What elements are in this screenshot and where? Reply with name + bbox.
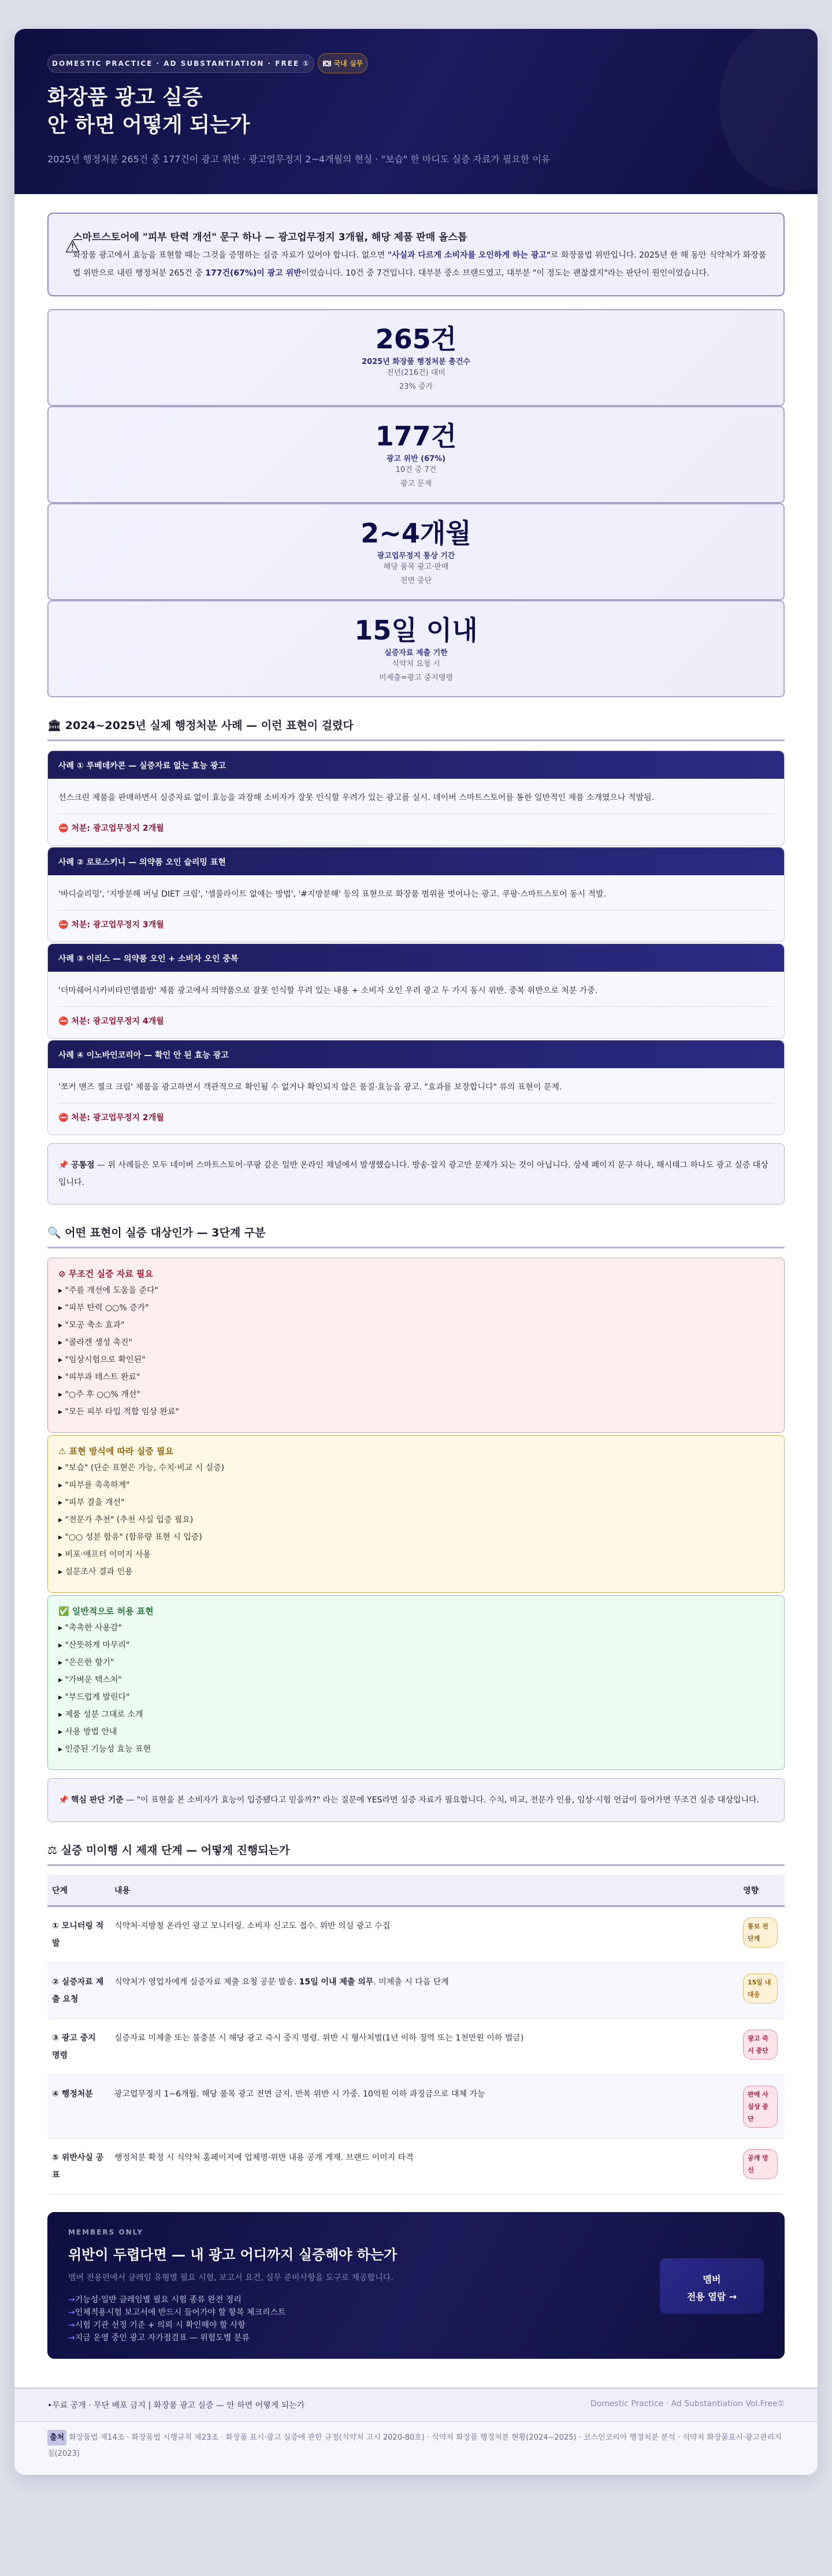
case-penalty: ⛔ 처분: 광고업무정지 2개월 (58, 1103, 774, 1123)
stat-value: 177건 (375, 421, 457, 452)
pin-icon: 📌 (58, 1161, 69, 1170)
content-cell: 식약처가 영업자에게 실증자료 제출 요청 공문 발송. 15일 이내 제출 의무. 미제출 시 다음 단계 (110, 1963, 738, 2019)
decorative-circle (719, 29, 818, 191)
impact-badge: 공개 망신 (743, 2149, 778, 2179)
case-list (47, 750, 785, 1135)
sanctions-table (47, 1875, 785, 2195)
tier-item: ▸ "피부 탄력 ○○% 증가" (58, 1299, 774, 1317)
table-row (47, 2139, 785, 2195)
content-cell: 광고업무정지 1~6개월. 해당 품목 광고 전면 금지. 반복 위반 시 가중. 10억원 이하 과징금으로 대체 가능 (110, 2075, 738, 2139)
col-header-impact: 영향 (738, 1875, 785, 1906)
warning-title: 스마트스토어에 "피부 탄력 개선" 문구 하나 — 광고업무정지 3개월, 해당 제품 판매 올스톱 (73, 232, 467, 243)
case-card (47, 750, 785, 846)
page-title (47, 84, 785, 139)
stat-detail: 전년(216건) 대비 (387, 369, 445, 377)
tier-item: ▸ "피부를 촉촉하게" (58, 1477, 774, 1494)
tier-item: ▸ 비포·애프터 이미지 사용 (58, 1546, 774, 1563)
arrow-icon: → (68, 2295, 75, 2304)
tier-mandatory (47, 1258, 785, 1433)
tier-item: ▸ 사용 방법 안내 (58, 1723, 774, 1741)
members-feature-item: →기능성·일반 클레임별 필요 시험 종류 완전 정리 (68, 2295, 242, 2304)
sources-label: 출처 (47, 2430, 66, 2445)
stat-card (47, 600, 785, 697)
tier-item: ▸ 인증된 기능성 효능 표현 (58, 1741, 774, 1758)
members-promo (47, 2212, 785, 2359)
stat-detail: 광고 문제 (400, 479, 432, 488)
table-row (47, 2075, 785, 2139)
warning-callout (47, 213, 785, 296)
case-description: 선스크린 제품을 판매하면서 실증자료 없이 효능을 과장해 소비자가 잘못 인식할 우려가 있는 광고를 실시. 네이버 스마트스토어를 통한 일반적인 제품 소개였으나 적발됨. (58, 793, 655, 802)
stats-list (47, 309, 785, 697)
tier-list (47, 1258, 785, 1770)
tier-title: ⊘ 무조건 실증 자료 필요 (58, 1269, 153, 1279)
case-card (47, 943, 785, 1039)
warning-text: 화장품 광고에서 효능을 표현할 때는 그것을 증명하는 실증 자료가 있어야 합니다. 없으면 "사실과 다르게 소비자를 오인하게 하는 광고"로 화장품법 위반입니다. 2025년 한 해 동안 식약처가 화장품법 위반으로 내린 행정처분 265건 중 177건(67%)이 광고 위반이었습니다. 10건 중 7건입니다. 대부분 중소 브랜드였고, 대부분 "이 정도는 괜찮겠지"라는 판단이 원인이었습니다. (73, 251, 767, 278)
stat-label: 실증자료 제출 기한 (384, 649, 448, 657)
tier-item: ▸ 설문조사 결과 인용 (58, 1563, 774, 1581)
stat-detail: 10건 중 7건 (395, 466, 437, 474)
stat-detail: 전면 중단 (400, 577, 432, 585)
tier-item: ▸ "피부과 테스트 완료" (58, 1369, 774, 1386)
building-icon: 🏛 (47, 719, 62, 732)
tier-item: ▸ "모든 피부 타입 적합 임상 완료" (58, 1403, 774, 1421)
col-header-step: 단계 (47, 1875, 110, 1906)
stat-detail: 미제출=광고 중지명령 (378, 674, 454, 682)
step-cell: ② 실증자료 제출 요청 (47, 1963, 110, 2019)
stat-card (47, 309, 785, 406)
warning-icon: ⚠ (65, 237, 80, 257)
tier-conditional (47, 1435, 785, 1593)
tier-item: ▸ "전문가 추천" (추천 사실 입증 필요) (58, 1511, 774, 1529)
footer-left: •무료 공개 · 무단 배포 금지 | 화장품 광고 실증 — 안 하면 어떻게 되는가 (47, 2401, 305, 2410)
case-penalty: ⛔ 처분: 광고업무정지 4개월 (58, 1006, 774, 1027)
stat-value: 2~4개월 (361, 518, 471, 549)
tier-item: ▸ "주름 개선에 도움을 준다" (58, 1282, 774, 1299)
sources-text: 화장품법 제14조 · 화장품법 시행규칙 제23조 · 화장품 표시·광고 실증에 관한 규정(식약처 고시 2020-80호) · 식약처 화장품 행정처분 현황(2024~2025) · 코스인코리아 행정처분 분석 · 식약처 화장품표시·광고관리지침(2023) (47, 2433, 782, 2458)
tier-item: ▸ "모공 축소 효과" (58, 1317, 774, 1334)
case-penalty: ⛔ 처분: 광고업무정지 2개월 (58, 813, 774, 834)
sanctions-heading: ⚖ 실증 미이행 시 제재 단계 — 어떻게 진행되는가 (47, 1822, 785, 1866)
impact-badge: 광고 즉시 중단 (743, 2029, 778, 2060)
step-cell: ⑤ 위반사실 공표 (47, 2139, 110, 2195)
tier-title: ⚠ 표현 방식에 따라 실증 필요 (58, 1446, 173, 1456)
table-row (47, 2019, 785, 2075)
tier-item: ▸ "부드럽게 발린다" (58, 1689, 774, 1706)
members-feature-item: →시험 기관 선정 기준 + 의뢰 시 확인해야 할 사항 (68, 2321, 246, 2330)
stat-detail: 해당 품목 광고·판매 (383, 563, 449, 571)
members-title: 위반이 두렵다면 — 내 광고 어디까지 실증해야 하는가 (68, 2247, 398, 2263)
case-description: '더마쉐어시카비타민앰플밤' 제품 광고에서 의약품으로 잘못 인식할 우려 있는 내용 + 소비자 오인 우려 광고 두 가지 동시 위반. 중복 위반으로 처분 가중. (58, 986, 598, 995)
tier-item: ▸ "촉촉한 사용감" (58, 1619, 774, 1637)
stat-card (47, 503, 785, 600)
domestic-badge: 🇰🇷 국내 실무 (318, 53, 367, 73)
impact-badge: 15일 내 대응 (743, 1973, 778, 2003)
step-cell: ④ 행정처분 (47, 2075, 110, 2139)
tier-item: ▸ "은은한 향기" (58, 1654, 774, 1671)
hero-header (14, 29, 818, 194)
members-description: 멤버 전용편에서 클레임 유형별 필요 시험, 보고서 요건, 실무 준비사항을 도구로 제공합니다. (68, 2273, 393, 2283)
content-cell: 실증자료 미제출 또는 불충분 시 해당 광고 즉시 중지 명령. 위반 시 형사처벌(1년 이하 징역 또는 1천만원 이하 벌금) (110, 2019, 738, 2075)
tier-item: ▸ 제품 성분 그대로 소개 (58, 1706, 774, 1723)
members-tag: MEMBERS ONLY (68, 2228, 144, 2236)
page-subtitle: 2025년 행정처분 265건 중 177건이 광고 위반 · 광고업무정지 2~4개월의 현실 · "보습" 한 마디도 실증 자료가 필요한 이유 (47, 154, 551, 165)
title-line-2: 안 하면 어떻게 되는가 (47, 113, 250, 137)
title-line-1: 화장품 광고 실증 (47, 86, 203, 109)
case-description: '바디슬리밍', '지방분해 버닝 DIET 크림', '셀룰라이트 없애는 방법', '#지방분해' 등의 표현으로 화장품 범위를 벗어나는 광고. 쿠팡·스마트스토어 동시 적발. (58, 890, 607, 899)
scales-icon: ⚖ (47, 1844, 58, 1857)
series-pill: DOMESTIC PRACTICE · AD SUBSTANTIATION · FREE ① (47, 54, 314, 73)
content-cell: 행정처분 확정 시 식약처 홈페이지에 업체명·위반 내용 공개 게재. 브랜드 이미지 타격 (110, 2139, 738, 2195)
case-title: 사례 ④ 이노바인코리아 — 확인 안 된 효능 광고 (48, 1040, 784, 1068)
stat-label: 2025년 화장품 행정처분 총건수 (362, 358, 470, 366)
bullet-icon: • (47, 2401, 53, 2410)
arrow-icon: → (68, 2308, 75, 2317)
tier-item: ▸ "콜라겐 생성 촉진" (58, 1334, 774, 1351)
case-card (47, 1040, 785, 1135)
search-icon: 🔍 (47, 1226, 61, 1239)
stat-value: 15일 이내 (354, 615, 478, 646)
tier-allowed (47, 1595, 785, 1770)
content-cell: 식약처·지방청 온라인 광고 모니터링. 소비자 신고도 접수. 위반 의심 광고 수집 (110, 1906, 738, 1963)
table-row (47, 1963, 785, 2019)
members-feature-item: →지금 운영 중인 광고 자가점검표 — 위험도별 분류 (68, 2333, 250, 2343)
stat-value: 265건 (375, 324, 457, 355)
case-description: '쪼커 맨즈 젤크 크림' 제품을 광고하면서 객관적으로 확인될 수 없거나 확인되지 않은 품질·효능을 광고. "효과를 보장합니다" 류의 표현이 문제. (58, 1083, 562, 1092)
tier-item: ▸ "○주 후 ○○% 개선" (58, 1386, 774, 1403)
stat-card (47, 406, 785, 503)
step-cell: ① 모니터링 적발 (47, 1906, 110, 1963)
footer-series: Domestic Practice · Ad Substantiation Vol.Free① (590, 2399, 785, 2408)
stat-label: 광고 위반 (67%) (386, 455, 446, 463)
members-open-button[interactable]: 멤버 전용 열람 → (660, 2258, 764, 2314)
tier-item: ▸ "보습" (단순 표현은 가능, 수치·비교 시 실증) (58, 1459, 774, 1477)
common-note: 📌 공통점 — 위 사례들은 모두 네이버 스마트스토어·쿠팡 같은 일반 온라인 채널에서 발생했습니다. 방송·잡지 광고만 문제가 되는 것이 아닙니다. 상세 페이지 문구 하나, 해시태그 하나도 광고 실증 대상입니다. (47, 1143, 785, 1205)
arrow-icon: → (68, 2333, 75, 2343)
pin-icon: 📌 (58, 1796, 69, 1805)
case-card (47, 847, 785, 942)
impact-badge: 판매 사실상 중단 (743, 2086, 778, 2128)
sources (14, 2422, 818, 2475)
stat-label: 광고업무정지 통상 기간 (377, 552, 455, 560)
tier-item: ▸ "임상시험으로 확인된" (58, 1351, 774, 1369)
tier-item: ▸ "피부 결을 개선" (58, 1494, 774, 1511)
arrow-icon: → (68, 2321, 75, 2330)
cases-heading: 🏛 2024~2025년 실제 행정처분 사례 — 이런 표현이 걸렸다 (47, 697, 785, 741)
col-header-content: 내용 (110, 1875, 738, 1906)
case-title: 사례 ② 로로스키니 — 의약품 오인 슬리밍 표현 (48, 847, 784, 875)
stat-detail: 23% 증가 (399, 382, 433, 391)
table-row (47, 1906, 785, 1963)
key-criterion-note: 📌 핵심 판단 기준 — "이 표현을 본 소비자가 효능이 입증됐다고 믿을까?" 라는 질문에 YES라면 실증 자료가 필요합니다. 수치, 비교, 전문가 인용, 임상·시험 언급이 들어가면 무조건 실증 대상입니다. (47, 1778, 785, 1822)
stat-detail: 식약처 요청 시 (392, 660, 440, 668)
case-title: 사례 ① 루베데카콘 — 실증자료 없는 효능 광고 (48, 751, 784, 779)
impact-badge: 통보 전 단계 (743, 1917, 778, 1947)
members-feature-item: →인체적용시험 보고서에 반드시 들어가야 할 항목 체크리스트 (68, 2308, 286, 2317)
tier-item: ▸ "○○ 성분 함유" (함유량 표현 시 입증) (58, 1529, 774, 1546)
tier-item: ▸ "산뜻하게 마무리" (58, 1637, 774, 1654)
tier-item: ▸ "가벼운 텍스처" (58, 1671, 774, 1689)
case-title: 사례 ③ 이리스 — 의약품 오인 + 소비자 오인 중복 (48, 944, 784, 972)
footer-bar (14, 2388, 818, 2422)
case-penalty: ⛔ 처분: 광고업무정지 3개월 (58, 910, 774, 930)
article-card (14, 29, 818, 2475)
tier-title: ✅ 일반적으로 허용 표현 (58, 1606, 154, 1616)
step-cell: ③ 광고 중지 명령 (47, 2019, 110, 2075)
tiers-heading: 🔍 어떤 표현이 실증 대상인가 — 3단계 구분 (47, 1205, 785, 1248)
